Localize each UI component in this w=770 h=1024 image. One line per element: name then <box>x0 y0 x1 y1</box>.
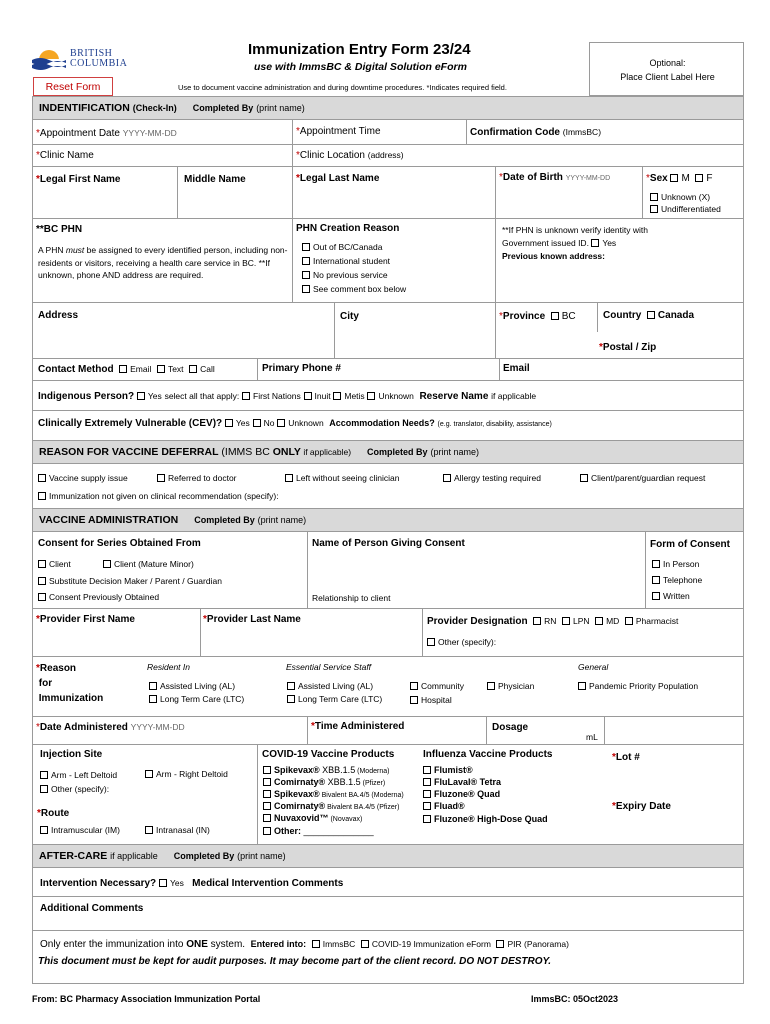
indigenous-unknown-checkbox[interactable] <box>367 392 375 400</box>
designation-pharmacist-checkbox[interactable] <box>625 617 633 625</box>
flu-products-label: Influenza Vaccine Products <box>423 749 553 760</box>
deferral-completed-by: Completed By <box>367 447 428 457</box>
sex-m-label: M <box>681 173 690 184</box>
aftercare-title: AFTER-CARE <box>39 850 108 862</box>
inuit-checkbox[interactable] <box>304 392 312 400</box>
essential-option[interactable]: Long Term Care (LTC) <box>287 693 382 705</box>
sex-label: Sex <box>649 173 668 184</box>
phn-note: A PHN must be assigned to every identified person, including non-residents or visitors, receiving a health care service in BC. **If unknown, phone AND address are required. <box>38 245 288 280</box>
person-giving-consent-field[interactable]: Name of Person Giving Consent <box>312 538 465 549</box>
client-label-optional: Optional: <box>649 58 686 68</box>
logo-text-line1: BRITISH <box>70 48 113 59</box>
route-im-option[interactable]: Intramuscular (IM) <box>40 824 120 836</box>
identification-title: INDENTIFICATION <box>39 102 130 114</box>
deferral-option[interactable]: Client/parent/guardian request <box>580 472 705 484</box>
email-field[interactable]: Email <box>503 363 530 374</box>
date-administered-field[interactable]: *Date Administered YYYY-MM-DD <box>36 722 185 733</box>
administration-completed-by: Completed By <box>194 515 255 525</box>
form-instruction: Use to document vaccine administration and during downtime procedures. *Indicates required field. <box>178 83 507 92</box>
sex-undifferentiated-option[interactable] <box>650 203 721 215</box>
audit-notice: This document must be kept for audit purposes. It may become part of the client record. DO NOT DESTROY. <box>38 956 552 967</box>
identification-completed-by: Completed By <box>192 103 254 113</box>
cev-label: Clinically Extremely Vulnerable (CEV)? <box>38 418 223 429</box>
form-of-consent-label: Form of Consent <box>650 539 730 550</box>
first-nations-checkbox[interactable] <box>242 392 250 400</box>
resident-option[interactable]: Long Term Care (LTC) <box>149 693 244 705</box>
essential-option[interactable]: Assisted Living (AL) <box>287 680 373 692</box>
bc-phn-label: **BC PHN <box>36 224 83 235</box>
province-bc-label: BC <box>561 311 576 322</box>
postal-label: Postal / Zip <box>602 342 657 353</box>
resident-option[interactable]: Assisted Living (AL) <box>149 680 235 692</box>
phn-reason-option[interactable]: No previous service <box>302 269 388 281</box>
contact-method-label: Contact Method <box>38 364 114 375</box>
clinic-location-label: Clinic Location <box>299 150 365 161</box>
administration-title: VACCINE ADMINISTRATION <box>39 514 179 526</box>
sex-unknown-label: Unknown (X) <box>661 192 711 202</box>
consent-form-option[interactable]: Telephone <box>652 574 702 586</box>
reason-label: *Reason for Immunization <box>36 663 104 704</box>
previous-address-label[interactable]: Previous known address: <box>502 251 605 261</box>
client-label-placeholder: Place Client Label Here <box>620 72 715 82</box>
covid-product-option[interactable]: Spikevax® XBB.1.5 (Moderna) <box>263 764 389 778</box>
covid-other-option[interactable]: Other: ______________ <box>263 825 374 837</box>
covid-product-option[interactable]: Comirnaty® XBB.1.5 (Pfizer) <box>263 776 385 790</box>
indigenous-yes-checkbox[interactable] <box>137 392 145 400</box>
consent-series-label: Consent for Series Obtained From <box>38 538 201 549</box>
appointment-date-format: YYYY-MM-DD <box>122 128 177 138</box>
deferral-option[interactable]: Allergy testing required <box>443 472 541 484</box>
province-field[interactable]: *Province BC <box>499 311 576 322</box>
time-administered-field[interactable]: *Time Administered <box>311 721 405 732</box>
intervention-row: Intervention Necessary? Yes Medical Intervention Comments <box>40 878 344 889</box>
deferral-print-name: (print name) <box>430 447 479 457</box>
appointment-date-field[interactable]: *Appointment Date YYYY-MM-DD <box>36 128 177 139</box>
indigenous-label: Indigenous Person? <box>38 391 135 402</box>
entered-pir-checkbox[interactable] <box>496 940 504 948</box>
date-of-birth-field[interactable]: *Date of Birth YYYY-MM-DD <box>499 172 611 183</box>
consent-previous-option[interactable]: Consent Previously Obtained <box>38 591 159 603</box>
appointment-date-label: Appointment Date <box>39 128 120 139</box>
designation-lpn-checkbox[interactable] <box>562 617 570 625</box>
arm-right-option[interactable]: Arm - Right Deltoid <box>145 768 228 780</box>
lot-number-field[interactable]: *Lot # <box>612 752 640 763</box>
country-label: Country <box>603 310 642 321</box>
logo-text-line2: COLUMBIA <box>70 58 128 69</box>
reset-form-label: Reset Form <box>45 80 101 93</box>
covid-product-option[interactable]: Spikevax® Bivalent BA.4/5 (Moderna) <box>263 788 404 802</box>
consent-mature-minor-option[interactable]: Client (Mature Minor) <box>103 558 194 570</box>
aftercare-print-name: (print name) <box>237 851 286 861</box>
designation-rn-checkbox[interactable] <box>533 617 541 625</box>
flu-product-option[interactable]: Flumist® <box>423 764 473 776</box>
clinic-location-sub: (address) <box>367 150 404 160</box>
clinic-name-field[interactable]: *Clinic Name <box>36 150 94 161</box>
consent-form-option[interactable]: In Person <box>652 558 699 570</box>
contact-method-field: Contact Method Email Text Call <box>38 364 215 375</box>
clinic-location-field[interactable]: *Clinic Location (address) <box>296 150 404 161</box>
cev-row: Clinically Extremely Vulnerable (CEV)? Yes No Unknown Accommodation Needs? (e.g. translator, disability, assistance) <box>38 418 552 429</box>
legal-first-name-field[interactable]: *Legal First Name <box>36 174 121 185</box>
reset-form-button[interactable] <box>33 77 113 96</box>
consent-form-option[interactable]: Written <box>652 590 690 602</box>
clinic-name-label: Clinic Name <box>39 150 94 161</box>
phn-reason-option[interactable]: See comment box below <box>302 283 406 295</box>
primary-phone-field[interactable]: Primary Phone # <box>262 363 341 374</box>
form-title: Immunization Entry Form 23/24 <box>248 41 471 58</box>
dosage-unit: mL <box>586 732 598 742</box>
hospital-option[interactable]: Hospital <box>410 694 452 706</box>
physician-option[interactable]: Physician <box>487 680 534 692</box>
relationship-field[interactable]: Relationship to client <box>312 593 391 603</box>
sex-undiff-label: Undifferentiated <box>661 204 721 214</box>
expiry-date-field[interactable]: *Expiry Date <box>612 801 671 812</box>
postal-field[interactable]: *Postal / Zip <box>599 342 657 353</box>
section-deferral: REASON FOR VACCINE DEFERRAL (IMMS BC ONLY if applicable) Completed By (print name) <box>32 440 744 464</box>
indigenous-row: Indigenous Person? Yes select all that apply: First Nations Inuit Metis Unknown Reserve Name if applicable <box>38 391 537 402</box>
cev-yes-checkbox[interactable] <box>225 419 233 427</box>
sex-f-checkbox[interactable] <box>695 174 703 182</box>
phn-unknown-note-line1: **If PHN is unknown verify identity with <box>502 225 648 235</box>
route-in-option[interactable]: Intranasal (IN) <box>145 824 210 836</box>
phn-unknown-note-line2: Government issued ID. Yes <box>502 238 617 248</box>
essential-staff-label: Essential Service Staff <box>286 662 372 672</box>
bc-sun-icon <box>32 44 66 70</box>
sex-unknown-option[interactable] <box>650 191 710 203</box>
country-canada-label: Canada <box>657 310 695 321</box>
bc-logo <box>32 44 128 74</box>
cev-unknown-checkbox[interactable] <box>277 419 285 427</box>
country-field[interactable] <box>603 310 694 322</box>
provider-designation-row: Provider Designation RN LPN MD Pharmacist <box>427 616 679 627</box>
client-label-box <box>589 42 744 96</box>
city-field[interactable]: City <box>340 311 359 322</box>
reserve-name-label[interactable]: Reserve Name <box>419 391 489 402</box>
route-label: *Route <box>37 808 70 819</box>
contact-call-checkbox[interactable] <box>189 365 197 373</box>
covid-product-option[interactable]: Nuvaxovid™ (Novavax) <box>263 812 362 826</box>
legal-last-name-field[interactable]: *Legal Last Name <box>296 173 380 184</box>
entered-into-row: Only enter the immunization into ONE system. Entered into: ImmsBC COVID-19 Immunization eForm PIR (Panorama) <box>40 939 569 950</box>
flu-product-option[interactable]: Fluzone® High-Dose Quad <box>423 813 548 825</box>
legal-last-name-label: Legal Last Name <box>299 173 380 184</box>
middle-name-label: Middle Name <box>184 174 246 185</box>
phn-id-yes-checkbox[interactable] <box>591 239 599 247</box>
entered-covid-eform-checkbox[interactable] <box>361 940 369 948</box>
sex-f-label: F <box>706 173 713 184</box>
deferral-option[interactable]: Vaccine supply issue <box>38 472 128 484</box>
provider-first-name-field[interactable]: *Provider First Name <box>36 614 135 625</box>
cev-no-checkbox[interactable] <box>253 419 261 427</box>
flu-product-option[interactable]: FluLaval® Tetra <box>423 776 501 788</box>
address-field[interactable]: Address <box>38 310 79 321</box>
general-label: General <box>578 662 609 672</box>
injection-site-label: Injection Site <box>40 749 103 760</box>
phn-reason-option[interactable]: International student <box>302 255 390 267</box>
pandemic-option[interactable]: Pandemic Priority Population <box>578 680 698 692</box>
community-option[interactable]: Community <box>410 680 464 692</box>
dosage-field[interactable]: Dosage <box>492 722 529 733</box>
date-of-birth-label: Date of Birth <box>502 172 563 183</box>
section-aftercare: AFTER-CARE if applicable Completed By (print name) <box>32 844 744 868</box>
accommodation-label[interactable]: Accommodation Needs? <box>329 418 435 428</box>
covid-product-option[interactable]: Comirnaty® Bivalent BA.4/5 (Pfizer) <box>263 800 399 814</box>
deferral-title: REASON FOR VACCINE DEFERRAL <box>39 446 219 458</box>
middle-name-field[interactable] <box>184 174 246 186</box>
identification-print-name: (print name) <box>256 103 305 113</box>
consent-substitute-option[interactable]: Substitute Decision Maker / Parent / Guardian <box>38 575 222 587</box>
deferral-option[interactable]: Left without seeing clinician <box>285 472 399 484</box>
medical-intervention-comments-field[interactable]: Medical Intervention Comments <box>192 878 344 889</box>
form-subtitle: use with ImmsBC & Digital Solution eForm <box>254 61 467 73</box>
deferral-option[interactable]: Referred to doctor <box>157 472 237 484</box>
appointment-time-field[interactable]: *Appointment Time <box>296 126 381 137</box>
contact-text-checkbox[interactable] <box>157 365 165 373</box>
contact-email-checkbox[interactable] <box>119 365 127 373</box>
confirmation-code-label: Confirmation Code <box>470 127 560 138</box>
country-canada-checkbox[interactable] <box>647 311 655 319</box>
resident-in-label: Resident In <box>147 662 190 672</box>
designation-other-option[interactable]: Other (specify): <box>427 636 496 648</box>
phn-reason-option[interactable]: Out of BC/Canada <box>302 241 382 253</box>
confirmation-code-sub: (ImmsBC) <box>562 127 602 137</box>
province-bc-checkbox[interactable] <box>551 312 559 320</box>
provider-last-name-field[interactable]: *Provider Last Name <box>203 614 301 625</box>
aftercare-completed-by: Completed By <box>173 851 235 861</box>
section-administration <box>32 508 744 532</box>
appointment-time-label: Appointment Time <box>299 126 381 137</box>
flu-product-option[interactable]: Fluzone® Quad <box>423 788 500 800</box>
deferral-not-given-option[interactable]: Immunization not given on clinical recommendation (specify): <box>38 490 279 502</box>
metis-checkbox[interactable] <box>333 392 341 400</box>
confirmation-code-field[interactable] <box>470 126 601 139</box>
consent-client-option[interactable]: Client <box>38 558 71 570</box>
sex-m-checkbox[interactable] <box>670 174 678 182</box>
bc-phn-field[interactable] <box>36 224 82 236</box>
covid-products-label: COVID-19 Vaccine Products <box>262 749 395 760</box>
additional-comments-field[interactable]: Additional Comments <box>40 903 144 914</box>
legal-first-name-label: Legal First Name <box>39 174 121 185</box>
intervention-yes-checkbox[interactable] <box>159 879 167 887</box>
dob-format: YYYY-MM-DD <box>565 175 611 182</box>
site-other-option[interactable]: Other (specify): <box>40 783 109 795</box>
province-label: Province <box>502 311 546 322</box>
identification-sub: (Check-In) <box>132 103 177 113</box>
phn-creation-reason-label: PHN Creation Reason <box>296 223 400 234</box>
provider-designation-label: Provider Designation <box>427 616 528 627</box>
sex-field: *Sex M F <box>646 173 713 184</box>
footer-version: ImmsBC: 05Oct2023 <box>531 994 619 1004</box>
footer-source: From: BC Pharmacy Association Immunization Portal <box>32 994 261 1004</box>
flu-product-option[interactable]: Fluad® <box>423 800 465 812</box>
arm-left-option[interactable]: Arm - Left Deltoid <box>40 769 117 781</box>
entered-immsbc-checkbox[interactable] <box>312 940 320 948</box>
designation-md-checkbox[interactable] <box>595 617 603 625</box>
administration-print-name: (print name) <box>257 515 307 525</box>
section-identification <box>32 96 744 120</box>
